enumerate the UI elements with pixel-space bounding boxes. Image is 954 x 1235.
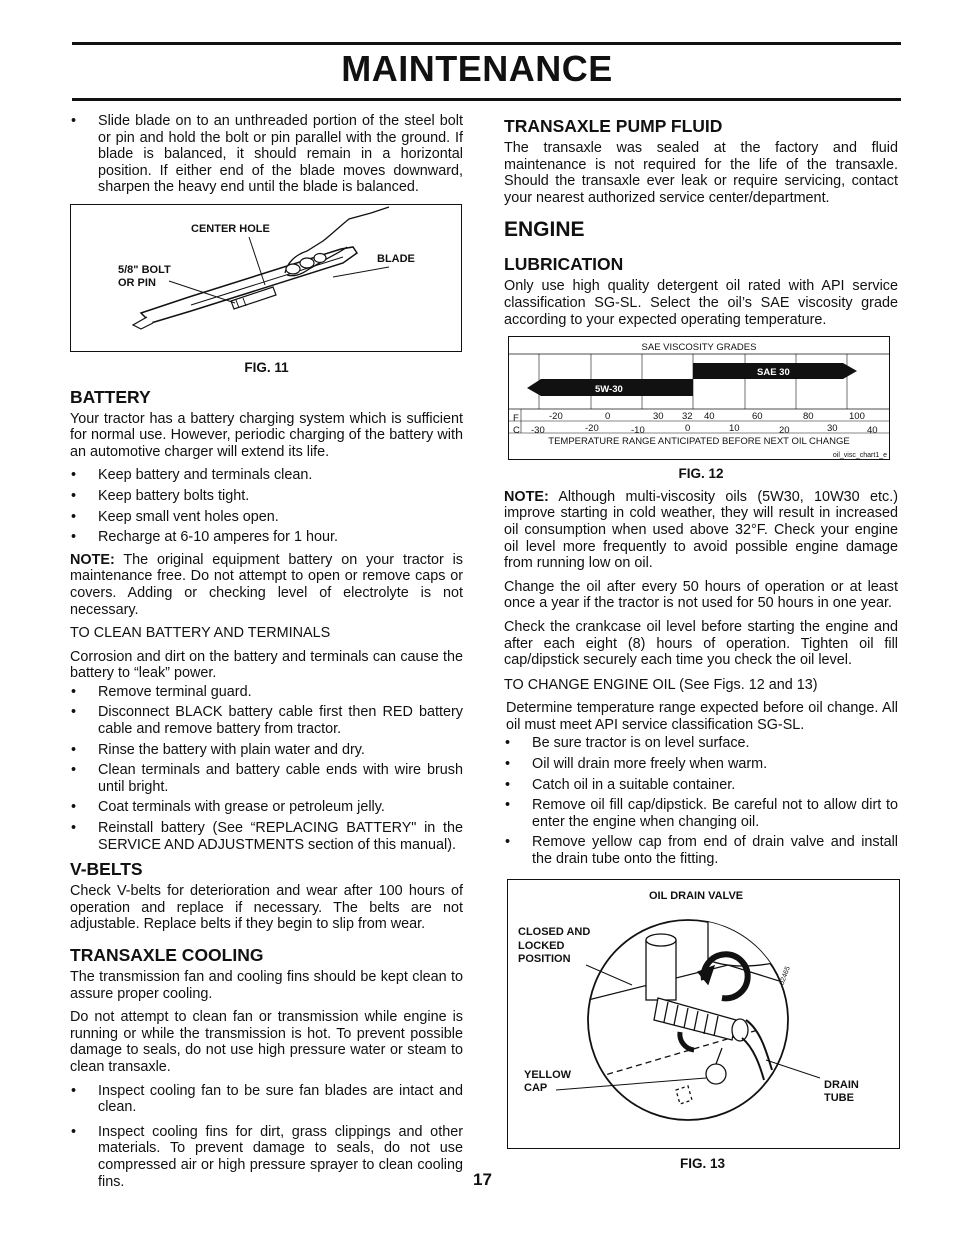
multi-viscosity-note [504,489,898,572]
battery-intro: Your tractor has a battery charging system which is sufficient for normal use. However, periodic charging of the battery with an automotive charger will extend its life. [70,410,463,460]
fig-11-caption: FIG. 11 [244,359,289,375]
c-tick: -10 [631,425,645,437]
lubrication-text: Only use high quality detergent oil rated with API service classification SG-SL. Select the oil’s SAE viscosity grade according to your expected operating temperature. [504,278,898,328]
drain-valve-illustration [508,880,899,1148]
oil-drain-valve-label: OIL DRAIN VALVE [649,890,744,902]
list-item: • Remove yellow cap from end of drain valve and install the drain tube onto the fitting. [504,834,898,867]
yellow-cap-label-2: CAP [524,1082,548,1094]
list-item: • Catch oil in a suitable container. [504,777,898,794]
fig13-code: 02465 [778,965,792,987]
fahrenheit-label: F [513,413,519,425]
c-tick: 0 [685,423,691,435]
list-item: • Remove terminal guard. [70,684,463,701]
right-column [504,116,898,872]
list-item: • Remove oil fill cap/dipstick. Be careful not to allow dirt to enter the engine when changing oil. [504,797,898,830]
celsius-label: C [513,425,520,437]
f-tick: 0 [605,411,611,423]
battery-note [70,552,463,618]
change-oil-heading: TO CHANGE ENGINE OIL (See Figs. 12 and 13) [504,676,818,693]
figure-13 [507,879,900,1149]
list-item: • Keep small vent holes open. [70,509,463,526]
engine-heading: ENGINE [504,218,585,242]
vbelts-text: Check V-belts for deterioration and wear after 100 hours of operation and replace if necessary. The belts are not adjustable. Replace belts if they begin to slip from wear. [70,883,463,933]
fig-12-caption: FIG. 12 [678,466,724,482]
vbelts-heading: V-BELTS [70,859,143,880]
bolt-label-line2: OR PIN [118,276,156,289]
top-rule [72,42,901,45]
transaxle-cooling-heading: TRANSAXLE COOLING [70,945,264,965]
f-tick: 30 [653,411,664,423]
c-tick: 40 [867,425,878,437]
figure-11 [70,204,462,352]
clean-battery-intro: Corrosion and dirt on the battery and terminals can cause the battery to “leak” power. [70,648,463,682]
list-item: • Inspect cooling fan to be sure fan blades are intact and clean. [70,1083,463,1116]
check-oil-paragraph: Check the crankcase oil level before starting the engine and after each eight (8) hours of operation. Tighten oil fill cap/dipstick securely each time you check the oil level. [504,618,898,669]
bar-sae30-label: SAE 30 [757,367,790,379]
c-tick: 10 [729,423,740,435]
change-oil-intro: Determine temperature range expected before oil change. All oil must meet API service classification SG-SL. [506,700,898,733]
list-item: • Clean terminals and battery cable ends with wire brush until bright. [70,762,463,795]
list-item: • Recharge at 6-10 amperes for 1 hour. [70,529,463,546]
center-hole-label: CENTER HOLE [191,222,270,235]
clean-battery-heading: TO CLEAN BATTERY AND TERMINALS [70,625,331,642]
note-text: The original equipment battery on your tractor is maintenance free. Do not attempt to open or remove caps or covers. Adding or checking level of electrolyte is not necessary. [70,551,463,618]
closed-label-1: CLOSED AND [518,926,591,938]
c-tick: 30 [827,423,838,435]
closed-label-2: LOCKED [518,940,565,952]
f-tick: 40 [704,411,715,423]
c-tick: 20 [779,425,790,437]
f-tick: 60 [752,411,763,423]
cooling-p2: Do not attempt to clean fan or transmission while engine is running or while the transmission is hot. To prevent possible damage to seals, do not use high pressure water or steam to clean transaxle. [70,1009,463,1075]
page-number: 17 [473,1170,492,1189]
chart-code: oil_visc_chart1_e [832,452,887,460]
note-text: Although multi-viscosity oils (5W30, 10W30 etc.) improve starting in cold weather, they will result in increased oil consumption when used above 32°F. Check your engine oil level more frequently to avoid possible engine damage from running low on oil. [504,488,898,572]
bolt-label-line1: 5/8" BOLT [118,263,171,276]
note-label: NOTE: [504,488,549,505]
f-tick: -20 [549,411,563,423]
blade-label: BLADE [377,252,415,265]
list-item: • Oil will drain more freely when warm. [504,756,898,773]
cooling-p1: The transmission fan and cooling fins should be kept clean to assure proper cooling. [70,969,463,1002]
list-item: • Reinstall battery (See “REPLACING BATTERY" in the SERVICE AND ADJUSTMENTS section of this manual). [70,820,463,853]
c-tick: -30 [531,425,545,437]
note-label: NOTE: [70,551,115,568]
page-title: MAINTENANCE [341,48,613,89]
drain-tube-label-1: DRAIN [824,1079,859,1091]
list-item: • Be sure tractor is on level surface. [504,735,898,752]
yellow-cap-label-1: YELLOW [524,1069,572,1081]
battery-heading: BATTERY [70,386,151,407]
chart-title: SAE VISCOSITY GRADES [641,342,757,354]
lubrication-heading: LUBRICATION [504,254,624,275]
list-item: • Rinse the battery with plain water and dry. [70,742,463,759]
chart-footer: TEMPERATURE RANGE ANTICIPATED BEFORE NEXT OIL CHANGE [548,436,850,448]
list-item: • Keep battery and terminals clean. [70,467,463,484]
list-item: • Inspect cooling fins for dirt, grass clippings and other materials. To prevent damage to seals, do not use compressed air or high pressure sprayer to clean cooling fins. [70,1124,463,1190]
f-tick: 100 [849,411,865,423]
change-oil-paragraph: Change the oil after every 50 hours of operation or at least once a year if the tractor is not used for 50 hours in one year. [504,578,898,612]
list-item: • Coat terminals with grease or petroleum jelly. [70,799,463,816]
c-tick: -20 [585,423,599,435]
list-item: • Disconnect BLACK battery cable first then RED battery cable and remove battery from tractor. [70,704,463,737]
blade-balance-bullet: • Slide blade on to an unthreaded portion of the steel bolt or pin and hold the bolt or pin parallel with the ground. If blade is balanced, it should remain in a horizontal position. If either end of the blade moves downward, sharpen the heavy end until the blade is balanced. [70,113,463,196]
bar-5w30-label: 5W-30 [595,384,623,396]
title-rule [72,98,901,101]
f-tick: 32 [682,411,693,423]
viscosity-chart [508,336,890,460]
left-column [70,113,463,1194]
pump-fluid-text: The transaxle was sealed at the factory and fluid maintenance is not required for the life of the transaxle. Should the transaxle ever leak or require servicing, contact your nearest authorized service center/department. [504,140,898,206]
list-item: • Keep battery bolts tight. [70,488,463,505]
pump-fluid-heading: TRANSAXLE PUMP FLUID [504,116,723,136]
f-tick: 80 [803,411,814,423]
drain-tube-label-2: TUBE [824,1092,854,1104]
fig-13-caption: FIG. 13 [679,1156,725,1171]
closed-label-3: POSITION [518,953,571,965]
